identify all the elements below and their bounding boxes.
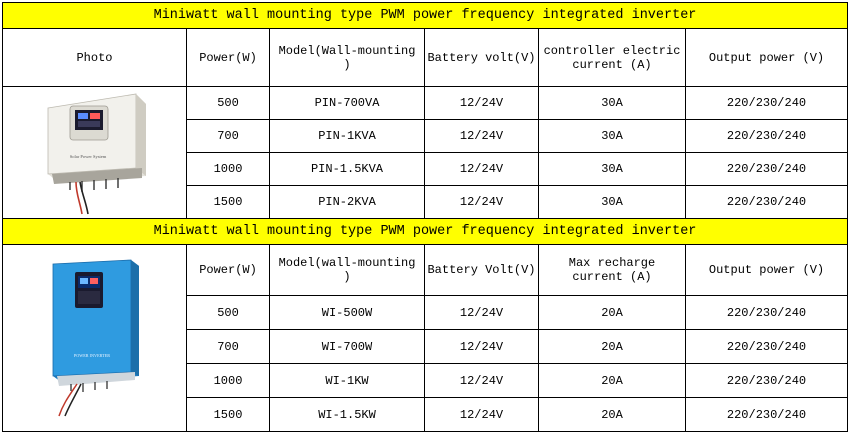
cell-output: 220/230/240 bbox=[686, 186, 848, 219]
cell-output: 220/230/240 bbox=[686, 330, 848, 364]
cell-model: WI-1KW bbox=[270, 364, 425, 398]
header-battery: Battery Volt(V) bbox=[425, 245, 539, 296]
inverter-photo-white bbox=[40, 90, 150, 216]
cell-power: 500 bbox=[187, 296, 270, 330]
cell-output: 220/230/240 bbox=[686, 87, 848, 120]
product-photo-cell bbox=[3, 245, 187, 432]
header-output: Output power (V) bbox=[686, 29, 848, 87]
cell-current: 30A bbox=[539, 186, 686, 219]
cell-current: 20A bbox=[539, 398, 686, 432]
cell-model: WI-700W bbox=[270, 330, 425, 364]
cell-model: PIN-700VA bbox=[270, 87, 425, 120]
cell-battery: 12/24V bbox=[425, 120, 539, 153]
cell-power: 1500 bbox=[187, 186, 270, 219]
header-model: Model(wall-mounting ) bbox=[270, 245, 425, 296]
header-model: Model(Wall-mounting ) bbox=[270, 29, 425, 87]
cell-model: PIN-1.5KVA bbox=[270, 153, 425, 186]
header-output: Output power (V) bbox=[686, 245, 848, 296]
header-current: controller electric current (A) bbox=[539, 29, 686, 87]
inverter-photo-blue bbox=[47, 258, 143, 418]
cell-power: 500 bbox=[187, 87, 270, 120]
cell-output: 220/230/240 bbox=[686, 398, 848, 432]
cell-output: 220/230/240 bbox=[686, 364, 848, 398]
spec-table bbox=[2, 2, 848, 432]
header-photo: Photo bbox=[3, 29, 187, 87]
cell-battery: 12/24V bbox=[425, 186, 539, 219]
cell-battery: 12/24V bbox=[425, 330, 539, 364]
header-current: Max recharge current (A) bbox=[539, 245, 686, 296]
device-label: POWER INVERTER bbox=[73, 353, 110, 358]
cell-battery: 12/24V bbox=[425, 398, 539, 432]
cell-model: PIN-1KVA bbox=[270, 120, 425, 153]
cell-power: 1500 bbox=[187, 398, 270, 432]
section2-title: Miniwatt wall mounting type PWM power frequency integrated inverter bbox=[3, 219, 848, 245]
cell-output: 220/230/240 bbox=[686, 153, 848, 186]
cell-current: 30A bbox=[539, 153, 686, 186]
cell-current: 30A bbox=[539, 87, 686, 120]
cell-power: 700 bbox=[187, 330, 270, 364]
section2-header-row bbox=[3, 245, 848, 296]
section1-title-row bbox=[3, 3, 848, 29]
section1-header-row bbox=[3, 29, 848, 87]
cell-battery: 12/24V bbox=[425, 153, 539, 186]
cell-power: 1000 bbox=[187, 364, 270, 398]
device-label: Solar Power System bbox=[69, 153, 106, 159]
cell-battery: 12/24V bbox=[425, 296, 539, 330]
cell-model: WI-500W bbox=[270, 296, 425, 330]
header-battery: Battery volt(V) bbox=[425, 29, 539, 87]
cell-battery: 12/24V bbox=[425, 87, 539, 120]
section1-title: Miniwatt wall mounting type PWM power frequency integrated inverter bbox=[3, 3, 848, 29]
cell-output: 220/230/240 bbox=[686, 296, 848, 330]
section2-title-row bbox=[3, 219, 848, 245]
cell-battery: 12/24V bbox=[425, 364, 539, 398]
cell-model: WI-1.5KW bbox=[270, 398, 425, 432]
cell-current: 20A bbox=[539, 330, 686, 364]
cell-current: 20A bbox=[539, 364, 686, 398]
cell-output: 220/230/240 bbox=[686, 120, 848, 153]
cell-power: 1000 bbox=[187, 153, 270, 186]
product-photo-cell bbox=[3, 87, 187, 219]
header-power: Power(W) bbox=[187, 29, 270, 87]
cell-model: PIN-2KVA bbox=[270, 186, 425, 219]
cell-current: 20A bbox=[539, 296, 686, 330]
cell-power: 700 bbox=[187, 120, 270, 153]
header-power: Power(W) bbox=[187, 245, 270, 296]
table-row bbox=[3, 87, 848, 120]
cell-current: 30A bbox=[539, 120, 686, 153]
